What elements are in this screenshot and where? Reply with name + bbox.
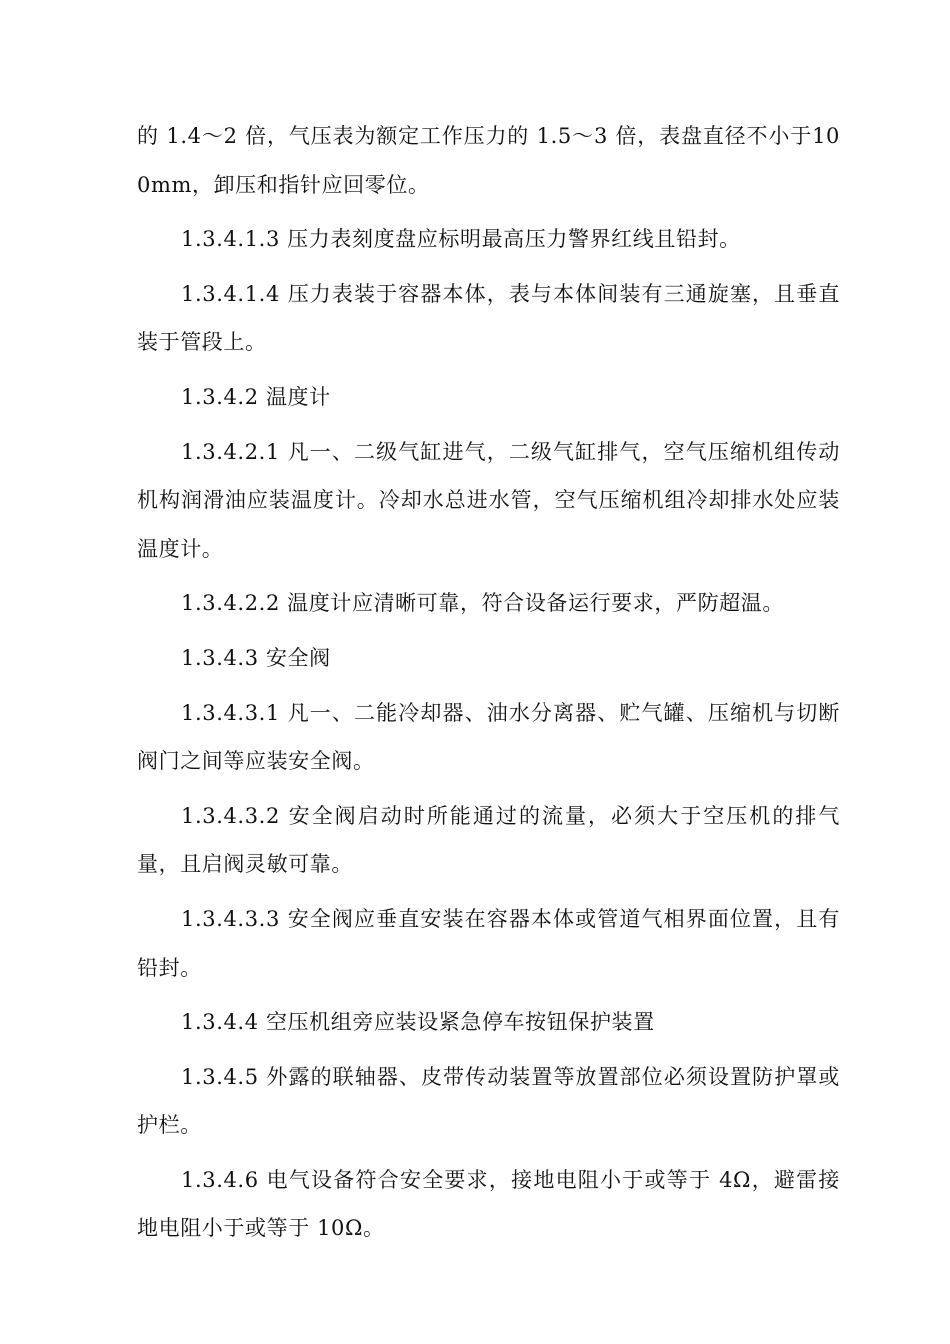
paragraph-1-3-4-2-2: 1.3.4.2.2 温度计应清晰可靠，符合设备运行要求，严防超温。 [181,591,784,616]
paragraph-1-3-4-3-2: 1.3.4.3.2 安全阀启动时所能通过的流量，必须大于空压机的排气量，且启阀灵敏可靠。 [137,803,841,877]
paragraph-1-3-4-3-1: 1.3.4.3.1 凡一、二能冷却器、油水分离器、贮气罐、压缩机与切断阀门之间等应装安全阀。 [137,700,840,774]
paragraph-1-3-4-5: 1.3.4.5 外露的联轴器、皮带传动装置等放置部位必须设置防护罩或护栏。 [137,1064,840,1138]
paragraph-1-3-4-3-3: 1.3.4.3.3 安全阀应垂直安装在容器本体或管道气相界面位置，且有铅封。 [137,906,840,980]
paragraph-1-3-4-2-1: 1.3.4.2.1 凡一、二级气缸进气，二级气缸排气，空气压缩机组传动机构润滑油应装温度计。冷却水总进水管，空气压缩机组冷却排水处应装温度计。 [137,439,840,561]
heading-1-3-4-3-safety-valve: 1.3.4.3 安全阀 [181,645,331,670]
document-body [137,112,840,1259]
paragraph-1-3-4-1-3: 1.3.4.1.3 压力表刻度盘应标明最高压力警界红线且铅封。 [181,227,741,252]
paragraph-continuation: 的 1.4～2 倍，气压表为额定工作压力的 1.5～3 倍，表盘直径不小于100mm，卸压和指针应回零位。 [137,124,840,197]
paragraph-1-3-4-4: 1.3.4.4 空压机组旁应装设紧急停车按钮保护装置 [181,1010,655,1035]
paragraph-1-3-4-1-4: 1.3.4.1.4 压力表装于容器本体，表与本体间装有三通旋塞，且垂直装于管段上。 [137,281,840,355]
heading-1-3-4-2-thermometer: 1.3.4.2 温度计 [181,384,331,409]
paragraph-1-3-4-6: 1.3.4.6 电气设备符合安全要求，接地电阻小于或等于 4Ω，避雷接地电阻小于或等于 10Ω。 [137,1167,840,1241]
